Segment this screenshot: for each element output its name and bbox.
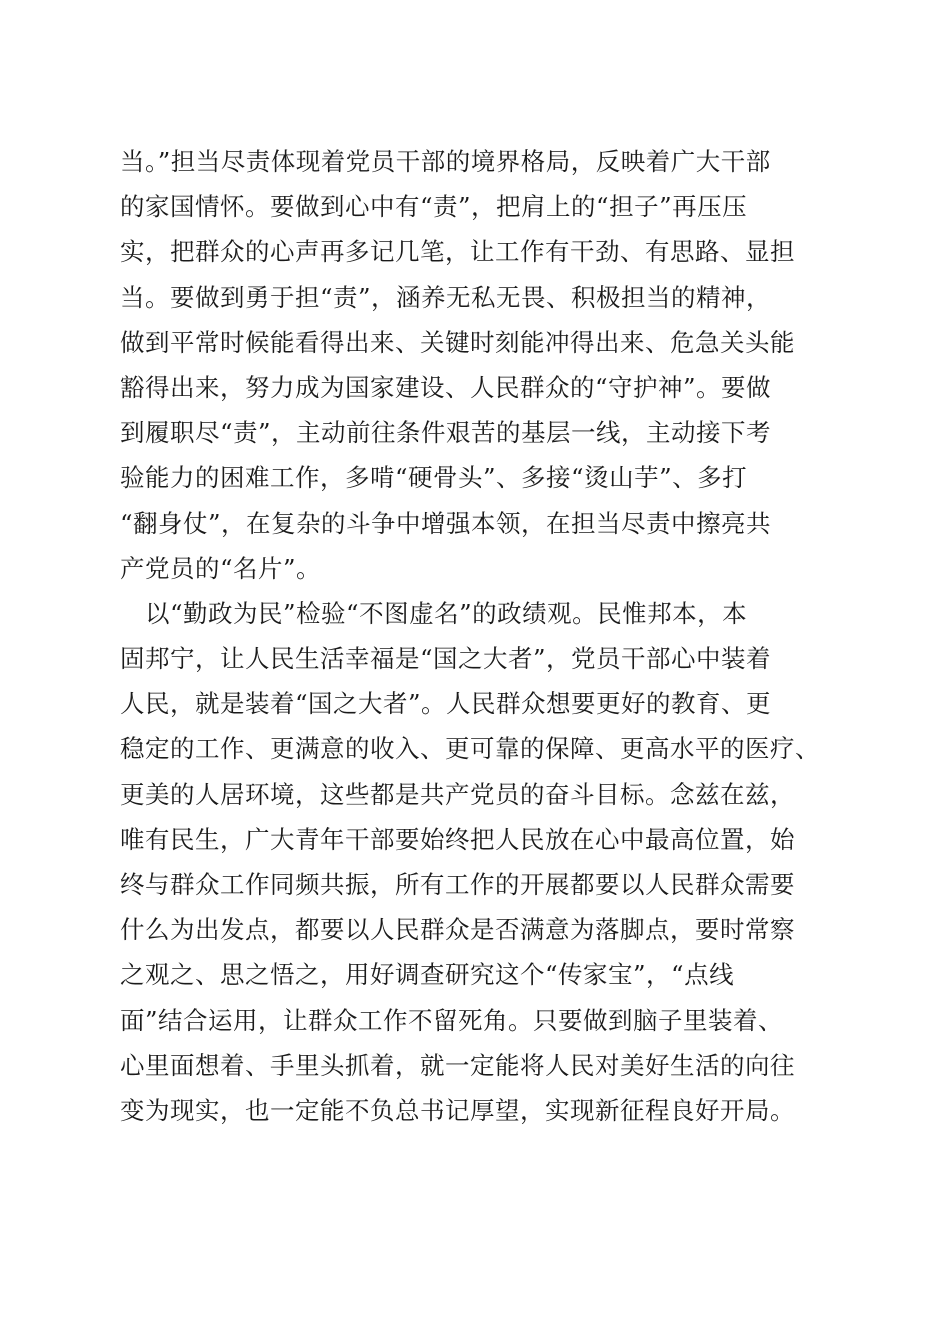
- paragraph-start-line: 以“勤政为民”检验“不图虚名”的政绩观。民惟邦本，本: [120, 598, 748, 628]
- text-line: 之观之、思之悟之，用好调查研究这个“传家宝”，“点线: [120, 960, 735, 990]
- text-line: 到履职尽“责”，主动前往条件艰苦的基层一线，主动接下考: [120, 418, 772, 448]
- text-line: 终与群众工作同频共振，所有工作的开展都要以人民群众需要: [120, 870, 795, 899]
- text-line: 验能力的困难工作，多啃“硬骨头”、多接“烫山芋”、多打: [120, 463, 748, 493]
- text-line: 当。要做到勇于担“责”，涵养无私无畏、积极担当的精神，: [120, 282, 772, 312]
- text-line: 当。”担当尽责体现着党员干部的境界格局，反映着广大干部: [120, 147, 771, 176]
- text-line: “翻身仗”，在复杂的斗争中增强本领，在担当尽责中擦亮共: [120, 508, 772, 538]
- text-line: 面”结合运用，让群众工作不留死角。只要做到脑子里装着、: [120, 1005, 784, 1035]
- text-line: 心里面想着、手里头抓着，就一定能将人民对美好生活的向往: [120, 1050, 795, 1080]
- text-line: 变为现实，也一定能不负总书记厚望，实现新征程良好开局。: [120, 1095, 795, 1125]
- text-line: 稳定的工作、更满意的收入、更可靠的保障、更高水平的医疗、: [120, 734, 820, 764]
- text-line: 更美的人居环境，这些都是共产党员的奋斗目标。念兹在兹，: [120, 779, 795, 809]
- text-line: 豁得出来，努力成为国家建设、人民群众的“守护神”。要做: [120, 372, 772, 402]
- text-line: 什么为出发点，都要以人民群众是否满意为落脚点，要时常察: [120, 915, 795, 945]
- text-line: 固邦宁，让人民生活幸福是“国之大者”，党员干部心中装着: [120, 644, 772, 674]
- document-body: [120, 139, 840, 1133]
- text-line: 的家国情怀。要做到心中有“责”，把肩上的“担子”再压压: [120, 192, 748, 222]
- text-line: 做到平常时候能看得出来、关键时刻能冲得出来、危急关头能: [120, 327, 795, 357]
- text-line: 唯有民生，广大青年干部要始终把人民放在心中最高位置，始: [120, 824, 795, 854]
- text-line: 产党员的“名片”。: [120, 553, 322, 583]
- text-line: 人民，就是装着“国之大者”。人民群众想要更好的教育、更: [120, 689, 772, 719]
- text-line: 实，把群众的心声再多记几笔，让工作有干劲、有思路、显担: [120, 237, 795, 267]
